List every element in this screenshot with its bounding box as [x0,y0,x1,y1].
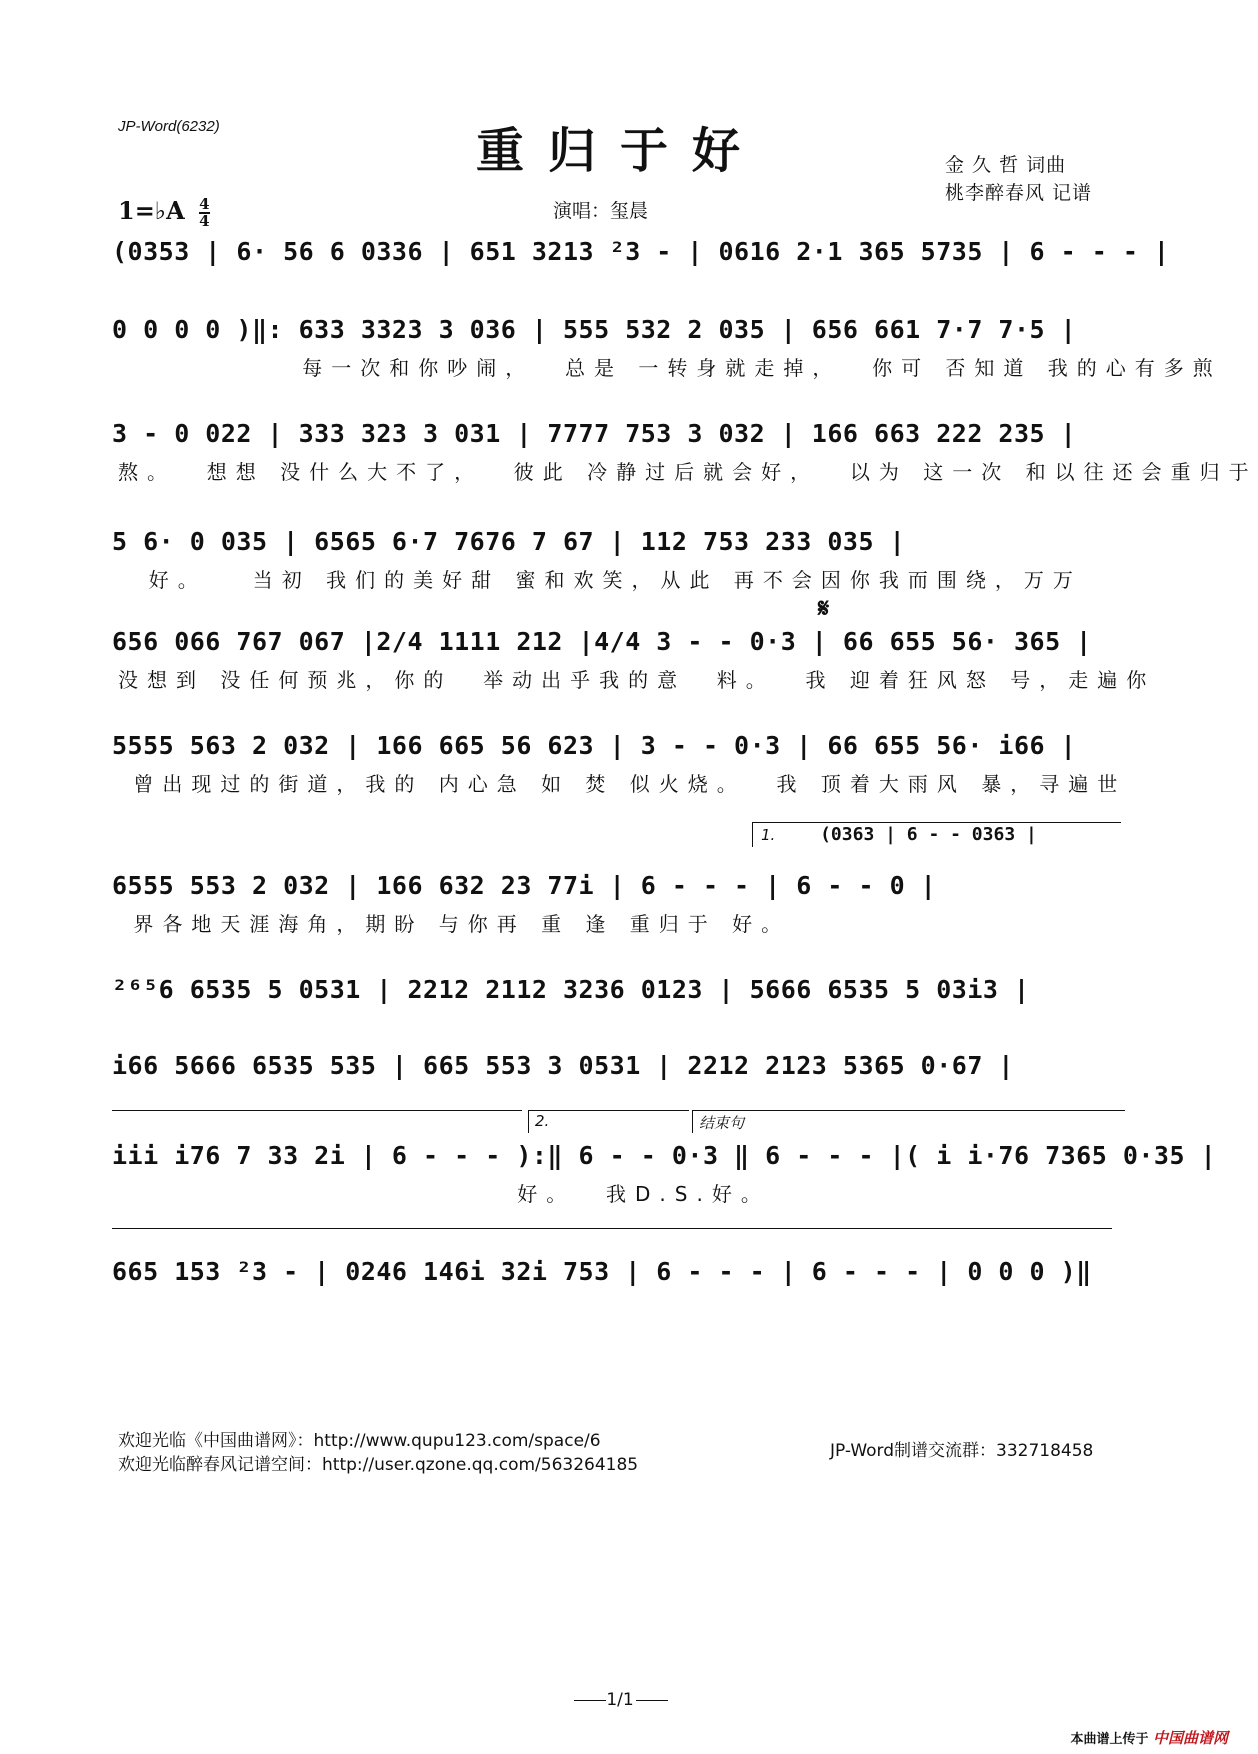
key-text: 1=♭A [118,196,185,225]
notation-line: (0353 | 6· 56 6 0336 | 651 3213 ²3 - | 0616 2·1 365 5735 | 6 - - - | [112,237,1170,266]
coda-label: 结束句 [699,1114,745,1132]
score-system-2 [112,306,1222,384]
score-system-9 [112,1042,1124,1088]
notation-line: 665 153 ²3 - | 0246 146i 32i 753 | 6 - - - | 6 - - - | 0 0 0 )‖ [112,1257,1092,1286]
lyric-line: 曾出现过的街道，我的 内心急 如 焚 似火烧。 我 顶着大雨风 暴，寻遍世 [118,772,1127,796]
coda-span-line [112,1228,1112,1229]
score-system-5 [112,618,1156,696]
footer-link-qupu[interactable]: 欢迎光临《中国曲谱网》：http://www.qupu123.com/space/6 [118,1431,601,1451]
lyric-line: 没想到 没任何预兆，你的 举动出乎我的意 料。 我 迎着狂风怒 号，走遍你 [118,668,1156,692]
lyric-line [112,274,1124,306]
time-signature [199,194,210,230]
notation-line: 5555 563 2 032 | 166 665 56 623 | 3 - - 0·3 | 66 655 56· i66 | [112,731,1077,760]
first-ending-bracket [752,822,1121,847]
score-system-4 [112,518,1124,596]
first-ending-notes: (0363 | 6 - - 0363 | [820,824,1037,845]
notation-line: 6555 553 2 032 | 166 632 23 77i | 6 - - - | 6 - - 0 | [112,871,937,900]
lyric-line: 熬。 想想 没什么大不了， 彼此 冷静过后就会好， 以为 这一次 和以往还会重归于 [118,460,1258,484]
segno-sign: 𝄋 [818,594,830,624]
coda-bracket [692,1110,1125,1133]
lyric-line: 界各地天涯海角，期盼 与你再 重 逢 重归于 好。 [118,912,791,936]
stamp-text: 本曲谱上传于 [1070,1732,1149,1747]
second-ending-label: 2. [535,1112,550,1130]
time-numerator: 4 [199,194,210,213]
key-signature [118,196,210,229]
second-ending-bracket [528,1110,689,1133]
score-system-6 [112,722,1127,800]
score-system-1 [112,228,1170,306]
notation-line: i66 5666 6535 535 | 665 553 3 0531 | 2212 2123 5365 0·67 | [112,1051,1014,1080]
lyric-line: 每一次和你吵闹， 总是 一转身就走掉， 你可 否知道 我的心有多煎 [118,356,1222,380]
first-ending-label: 1. [761,826,776,844]
notation-line: ²⁶⁵6 6535 5 0531 | 2212 2112 3236 0123 | 5666 6535 5 03i3 | [112,975,1030,1004]
transcriber-credit: 桃李醉春风 记谱 [945,182,1093,204]
footer-link-qzone[interactable]: 欢迎光临醉春风记谱空间：http://user.qzone.qq.com/563264185 [118,1455,639,1475]
composer-credit: 金 久 哲 词曲 [945,154,1067,176]
notation-line: 0 0 0 0 )‖: 633 3323 3 036 | 555 532 2 035 | 656 661 7·7 7·5 | [112,315,1077,344]
software-label: JP-Word(6232) [118,118,220,135]
score-system-8 [112,966,1124,1012]
page-title: 重归于好 [475,123,764,179]
time-denominator: 4 [199,211,210,230]
notation-line: 5 6· 0 035 | 6565 6·7 7676 7 67 | 112 753 233 035 | [112,527,906,556]
repeat-span-line [112,1110,522,1111]
lyric-line: 好。 当初 我们的美好甜 蜜和欢笑，从此 再不会因你我而围绕，万万 [118,568,1082,592]
notation-line: iii i76 7 33 2i | 6 - - - ):‖ 6 - - 0·3 ‖ 6 - - - |( i i·76 7365 0·35 | [112,1141,1217,1170]
score-system-11 [112,1248,1124,1294]
singer-credit: 演唱：玺晨 [553,200,649,222]
score-system-7 [112,862,1124,940]
score-system-3 [112,410,1258,488]
upload-stamp [1070,1727,1228,1748]
notation-line: 3 - 0 022 | 333 323 3 031 | 7777 753 3 032 | 166 663 222 235 | [112,419,1077,448]
page-number: 1/1 [606,1690,634,1710]
notation-line: 656 066 767 067 |2/4 1111 212 |4/4 3 - - 0·3 | 66 655 56· 365 | [112,627,1092,656]
qq-group-info: JP-Word制谱交流群：332718458 [830,1441,1094,1461]
score-system-10 [112,1132,1217,1210]
qupu-logo-icon: 中国曲谱网 [1152,1729,1228,1747]
lyric-line: 好。 我D.S.好。 [118,1182,770,1206]
